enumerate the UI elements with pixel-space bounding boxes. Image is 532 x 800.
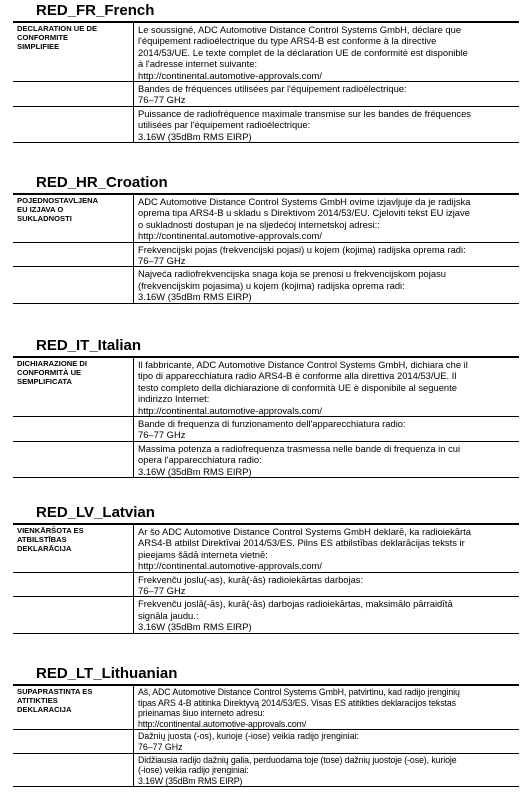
declaration-text: Il fabbricante, ADC Automotive Distance Control Systems GmbH, dichiara che il tipo di apparecchiatura radio ARS4-B è conforme alla direttiva 2014/53/UE. Il testo completo della dichiarazione di conformità UE è disponibile al seguente indirizzo Internet: http://continental.automotive-approvals.com/: [134, 357, 520, 417]
declaration-table: [13, 21, 519, 143]
frequency-bands-text: Dažnių juosta (-os), kurioje (-iose) veikia radijo įrenginiai: 76–77 GHz: [134, 730, 520, 753]
max-power-text: Najveća radiofrekvencijska snaga koja se prenosi u frekvencijskom pojasu (frekvencijskim pojasima) u kojem (kojima) radijska oprema radi: 3.16W (35dBm RMS EIRP): [134, 267, 520, 303]
table-row: [13, 753, 519, 787]
empty-label-cell: [13, 572, 134, 597]
declaration-label: VIENKĀRŠOTA ES ATBILSTĪBAS DEKLARĀCIJA: [13, 524, 134, 572]
section-title: RED_LT_Lithuanian: [36, 665, 178, 682]
table-row: [13, 524, 519, 572]
frequency-bands-text: Bande di frequenza di funzionamento dell'apparecchiatura radio: 76–77 GHz: [134, 417, 520, 442]
declaration-table: [13, 684, 519, 787]
table-row: [13, 417, 519, 442]
empty-label-cell: [13, 441, 134, 477]
empty-label-cell: [13, 730, 134, 753]
table-row: [13, 572, 519, 597]
declaration-label: POJEDNOSTAVLJENA EU IZJAVA O SUKLADNOSTI: [13, 194, 134, 242]
table-row: [13, 357, 519, 417]
table-row: [13, 82, 519, 107]
empty-label-cell: [13, 242, 134, 267]
frequency-bands-text: Frekvencijski pojas (frekvencijski pojasi) u kojem (kojima) radijska oprema radi: 76–77 GHz: [134, 242, 520, 267]
declaration-text: Ar šo ADC Automotive Distance Control Systems GmbH deklarē, ka radioiekārta ARS4-B atbilst Direktīvai 2014/53/ES. Pilns ES atbilstības deklarācijas teksts ir pieejams šādā interneta vietnē: http://continental.automotive-approvals.com/: [134, 524, 520, 572]
empty-label-cell: [13, 267, 134, 303]
section-title: RED_FR_French: [36, 2, 155, 19]
section-title: RED_IT_Italian: [36, 337, 142, 354]
frequency-bands-text: Bandes de fréquences utilisées par l'équipement radioélectrique: 76–77 GHz: [134, 82, 520, 107]
table-row: [13, 242, 519, 267]
max-power-text: Didžiausia radijo dažnių galia, perduodama toje (tose) dažnių juostoje (-ose), kurioje (-iose) veikia radijo įrenginiai: 3.16W (35dBm RMS EIRP): [134, 753, 520, 787]
declaration-table: [13, 356, 519, 478]
section-title: RED_HR_Croation: [36, 174, 168, 191]
declaration-text: ADC Automotive Distance Control Systems GmbH ovime izjavljuje da je radijska oprema tipa ARS4-B u skladu s Direktivom 2014/53/EU. Cjeloviti tekst EU izjave o sukladnosti dostupan je na sljedećoj internetskoj adresi:: http://continental.automotive-approvals.com/: [134, 194, 520, 242]
table-row: [13, 597, 519, 633]
table-row: [13, 730, 519, 753]
table-row: [13, 22, 519, 82]
empty-label-cell: [13, 106, 134, 142]
declaration-label: SUPAPRASTINTA ES ATITIKTIES DEKLARACIJA: [13, 685, 134, 730]
max-power-text: Puissance de radiofréquence maximale transmise sur les bandes de fréquences utilisées par l'équipement radioélectrique: 3.16W (35dBm RMS EIRP): [134, 106, 520, 142]
declaration-text: Aš, ADC Automotive Distance Control Systems GmbH, patvirtinu, kad radijo įrenginių tipas ARS 4-B atitinka Direktyvą 2014/53/ES. Visas ES atitikties deklaracijos tekstas prieinamas šiuo interneto adresu: http://continental.automotive-approvals.com/: [134, 685, 520, 730]
declaration-table: [13, 193, 519, 304]
declaration-label: DECLARATION UE DE CONFORMITE SIMPLIFIEE: [13, 22, 134, 82]
empty-label-cell: [13, 753, 134, 787]
declaration-text: Le soussigné, ADC Automotive Distance Control Systems GmbH, déclare que l'équipement radioélectrique du type ARS4-B est conforme à la directive 2014/53/UE. Le texte complet de la déclaration UE de conformité est disponible à l'adresse internet suivante: http://continental.automotive-approvals.com/: [134, 22, 520, 82]
declaration-table: [13, 523, 519, 634]
empty-label-cell: [13, 417, 134, 442]
empty-label-cell: [13, 82, 134, 107]
frequency-bands-text: Frekvenču joslu(-as), kurā(-ās) radioiekārtas darbojas: 76–77 GHz: [134, 572, 520, 597]
empty-label-cell: [13, 597, 134, 633]
table-row: [13, 685, 519, 730]
table-row: [13, 106, 519, 142]
declaration-label: DICHIARAZIONE DI CONFORMITÀ UE SEMPLIFICATA: [13, 357, 134, 417]
max-power-text: Massima potenza a radiofrequenza trasmessa nelle bande di frequenza in cui opera l'apparecchiatura radio: 3.16W (35dBm RMS EIRP): [134, 441, 520, 477]
section-title: RED_LV_Latvian: [36, 504, 155, 521]
max-power-text: Frekvenču joslā(-ās), kurā(-ās) darbojas radioiekārtas, maksimālo pārraidītā signāla jaudu.: 3.16W (35dBm RMS EIRP): [134, 597, 520, 633]
table-row: [13, 441, 519, 477]
table-row: [13, 267, 519, 303]
table-row: [13, 194, 519, 242]
